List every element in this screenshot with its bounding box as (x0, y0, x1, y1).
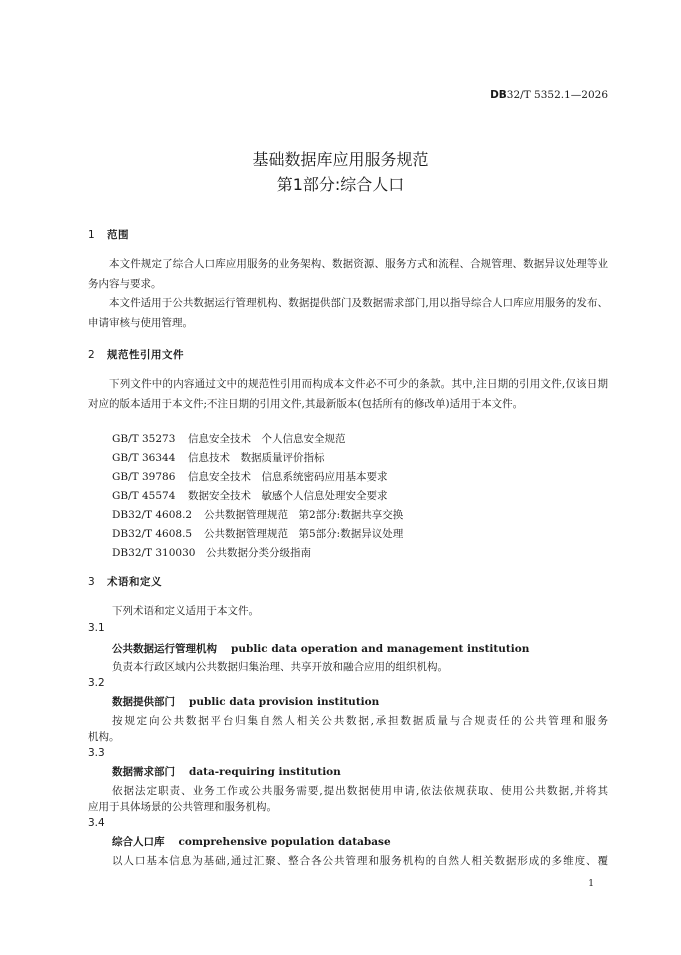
term-definition: 按规定向公共数据平台归集自然人相关公共数据,承担数据质量与合规责任的公共管理和服务 (112, 715, 608, 727)
section-1-paragraph-1: 本文件规定了综合人口库应用服务的业务架构、数据资源、服务方式和流程、合规管理、数据异议处理等业务内容与要求。 (88, 258, 608, 290)
doc-title: 基础数据库应用服务规范 (252, 150, 429, 169)
term-definition-continued: 应用于具体场景的公共管理和服务机构。 (88, 801, 277, 813)
section-2-intro: 下列文件中的内容通过文中的规范性引用而构成本文件必不可少的条款。其中,注日期的引用文件,仅该日期对应的版本适用于本文件;不注日期的引用文件,其最新版本(包括所有的修改单)适用于本文件。 (88, 378, 608, 410)
term-definition: 依据法定职责、业务工作或公共服务需要,提出数据使用申请,依法依规获取、使用公共数据,并将其 (112, 785, 608, 797)
section-3-intro: 下列术语和定义适用于本文件。 (112, 605, 259, 617)
reference-item: DB32/T 310030 公共数据分类分级指南 (112, 547, 311, 559)
page-number: 1 (588, 879, 594, 889)
reference-item: DB32/T 4608.2 公共数据管理规范 第2部分:数据共享交换 (112, 509, 404, 521)
reference-item: GB/T 45574 数据安全技术 敏感个人信息处理安全要求 (112, 490, 388, 502)
term-heading: 公共数据运行管理机构 public data operation and management institution (112, 643, 530, 655)
term-heading: 数据需求部门 data-requiring institution (112, 766, 341, 778)
term-number: 3.3 (88, 747, 105, 759)
reference-item: DB32/T 4608.5 公共数据管理规范 第5部分:数据异议处理 (112, 528, 404, 540)
term-number: 3.4 (88, 817, 105, 829)
section-1-paragraph-2: 本文件适用于公共数据运行管理机构、数据提供部门及数据需求部门,用以指导综合人口库应用服务的发布、申请审核与使用管理。 (88, 297, 608, 329)
term-definition: 以人口基本信息为基础,通过汇聚、整合各公共管理和服务机构的自然人相关数据形成的多维度、覆 (112, 855, 608, 867)
term-heading: 数据提供部门 public data provision institution (112, 696, 380, 708)
section-1-heading: 1 范围 (88, 229, 129, 241)
reference-item: GB/T 35273 信息安全技术 个人信息安全规范 (112, 433, 346, 445)
standard-number: DB32/T 5352.1—2026 (490, 89, 608, 101)
term-definition-continued: 机构。 (88, 731, 120, 743)
term-number: 3.1 (88, 622, 105, 634)
section-2-heading: 2 规范性引用文件 (88, 349, 184, 361)
doc-subtitle: 第1部分:综合人口 (276, 175, 405, 194)
term-definition: 负责本行政区域内公共数据归集治理、共享开放和融合应用的组织机构。 (112, 661, 448, 673)
term-number: 3.2 (88, 677, 105, 689)
reference-item: GB/T 36344 信息技术 数据质量评价指标 (112, 452, 325, 464)
section-3-heading: 3 术语和定义 (88, 576, 162, 588)
reference-item: GB/T 39786 信息安全技术 信息系统密码应用基本要求 (112, 471, 388, 483)
term-heading: 综合人口库 comprehensive population database (112, 836, 391, 848)
